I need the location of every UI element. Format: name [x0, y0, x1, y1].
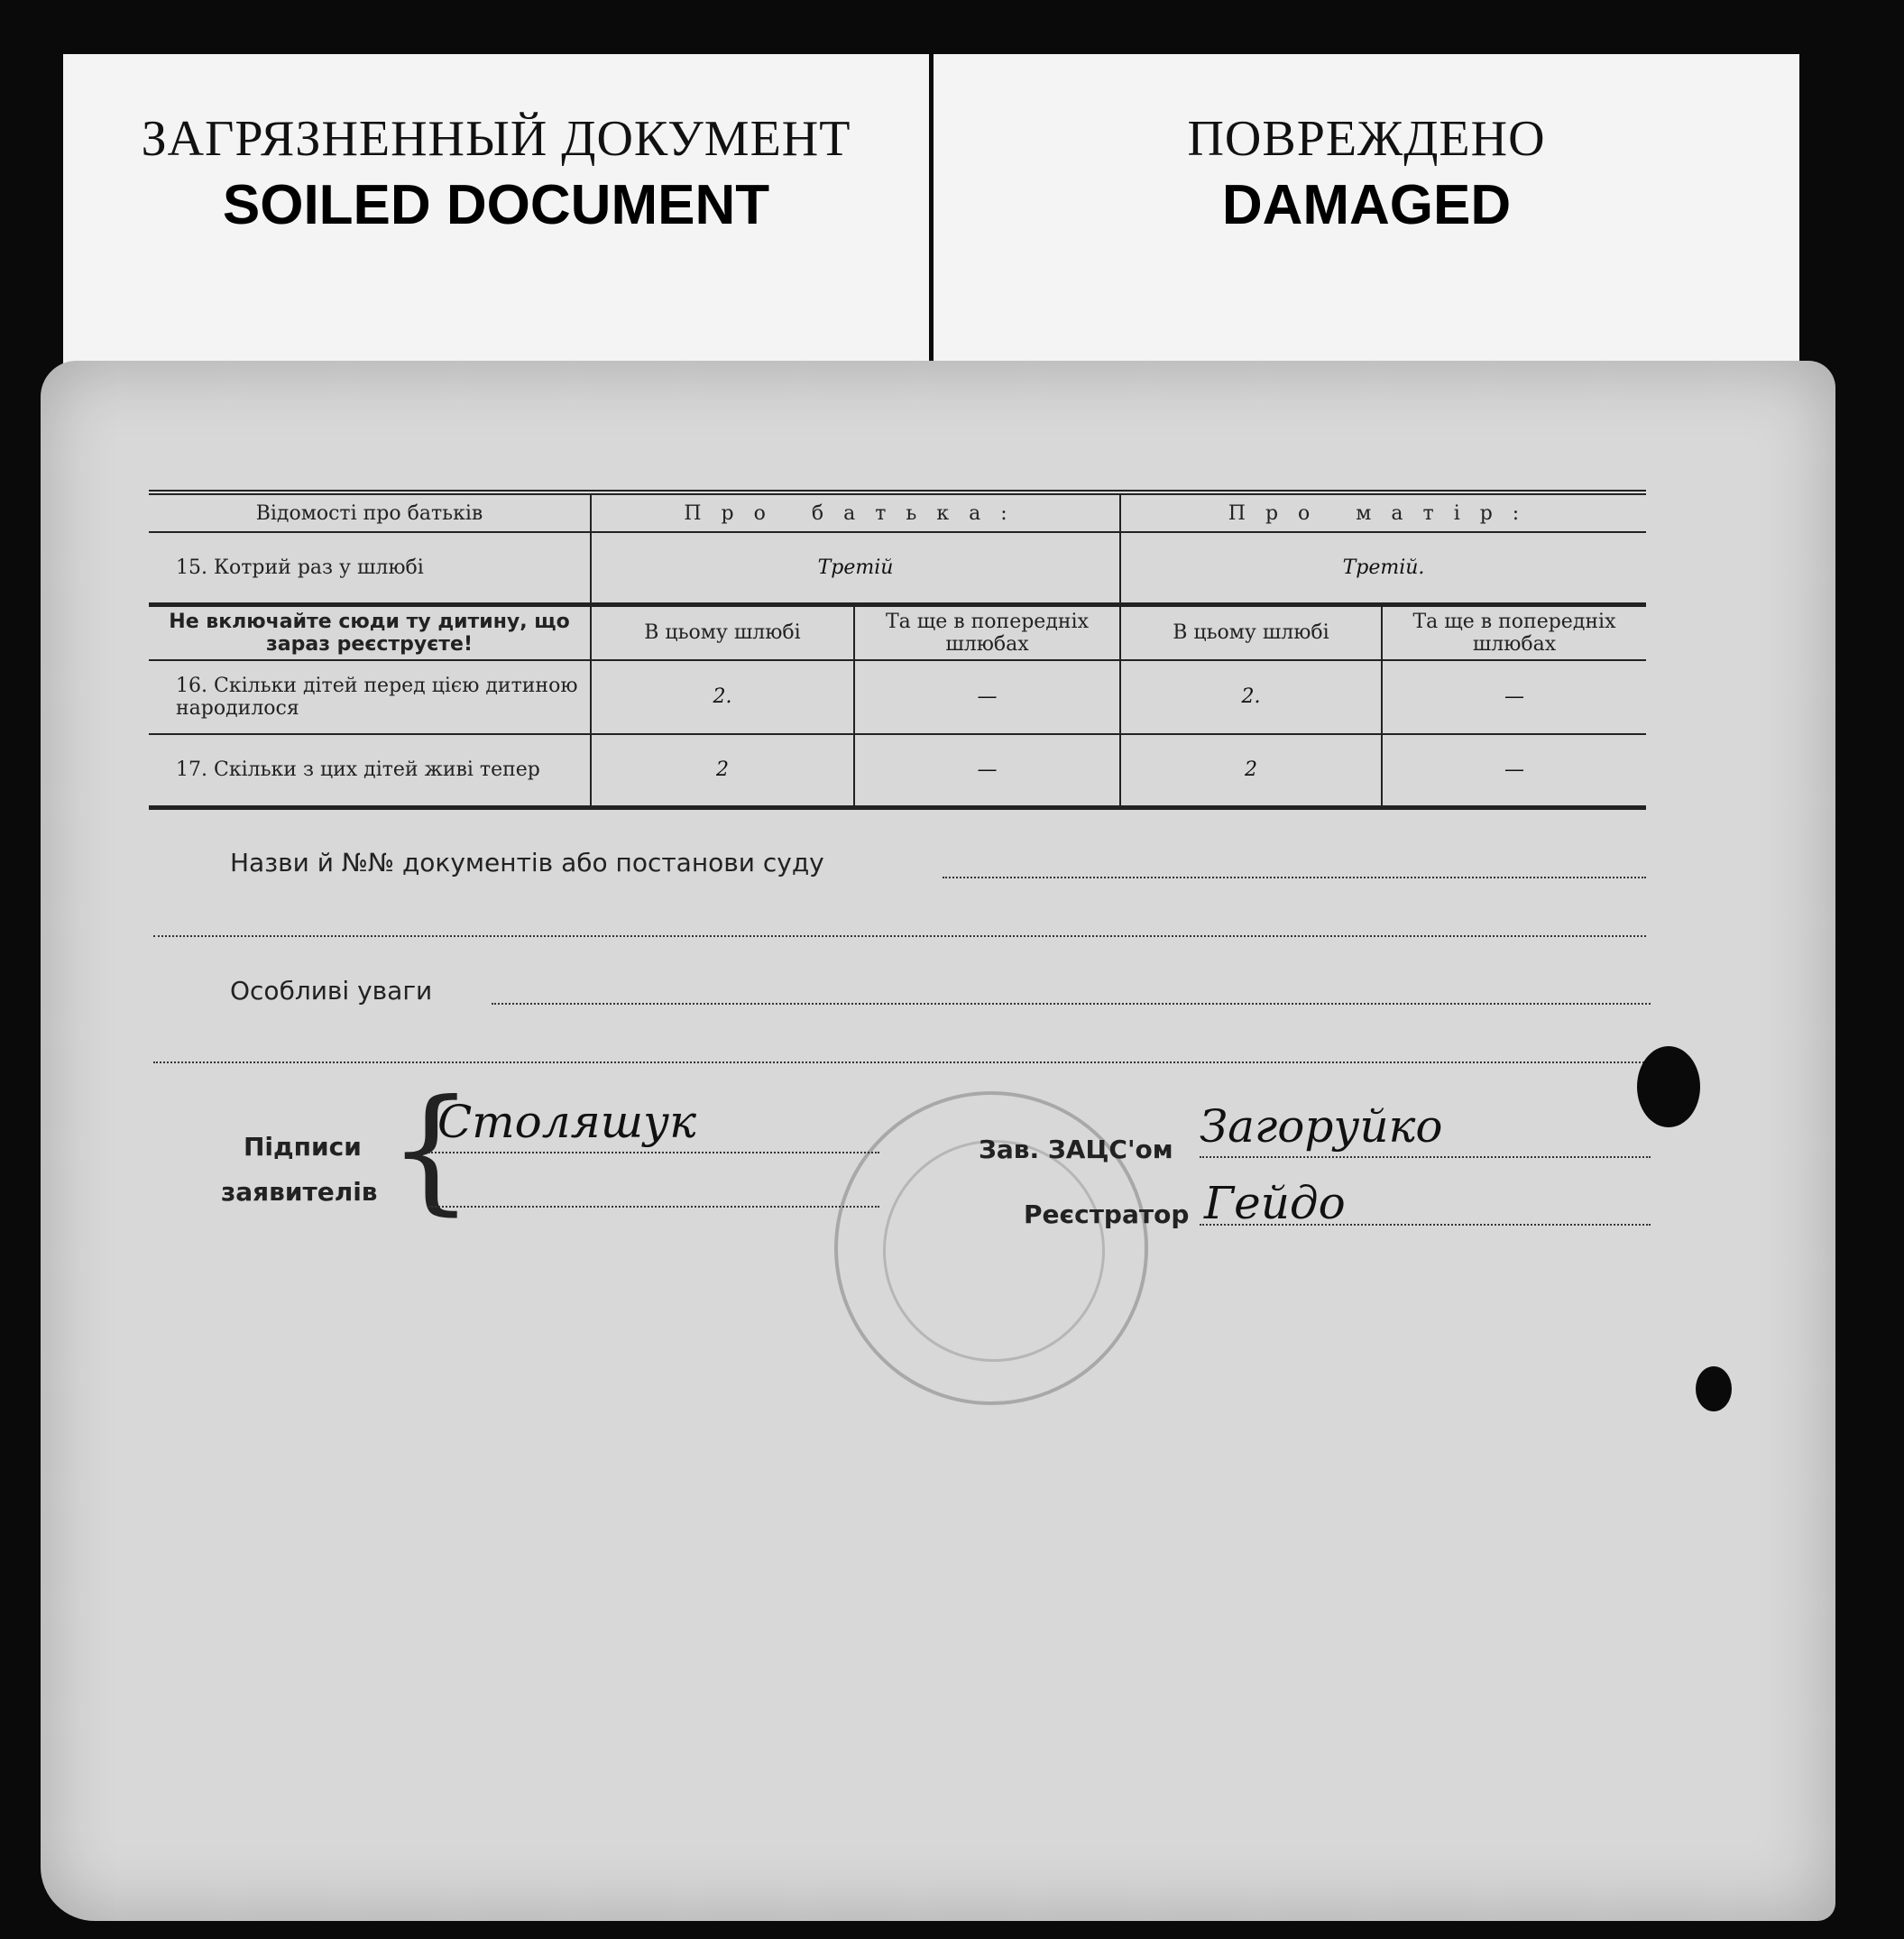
- soiled-label-en: SOILED DOCUMENT: [222, 174, 770, 236]
- documents-label: Назви й №№ документів або постанови суду: [230, 848, 824, 878]
- row17-father-this: 2: [591, 734, 854, 808]
- damage-hole: [1637, 1046, 1700, 1127]
- damage-hole: [1696, 1366, 1732, 1411]
- head-zags-label: Зав. ЗАЦС'ом: [979, 1135, 1173, 1164]
- table-row-15: [149, 532, 1646, 604]
- applicants-signature-label-2: заявителів: [221, 1177, 378, 1207]
- registrar-signature: Гейдо: [1204, 1177, 1346, 1229]
- parents-info-table: [149, 490, 1646, 810]
- registrar-label: Реєстратор: [1024, 1199, 1190, 1229]
- table-header-row: [149, 492, 1646, 532]
- row16-father-prev: —: [854, 660, 1120, 734]
- damaged-label-ru: ПОВРЕЖДЕНО: [1187, 111, 1546, 167]
- remarks-dotted-line: [492, 1001, 1651, 1005]
- remarks-dotted-line-2: [153, 1060, 1651, 1063]
- subheader-exclude-note: Не включайте сюди ту дитину, що зараз реєструєте!: [149, 604, 591, 660]
- signature-brace: {: [388, 1071, 474, 1228]
- documents-dotted-line-2: [153, 933, 1646, 937]
- head-zags-signature: Загоруйко: [1200, 1100, 1443, 1153]
- subheader-father-prev: Та ще в попередніх шлюбах: [854, 604, 1120, 660]
- document-sheet: [41, 361, 1835, 1921]
- soiled-document-label: [63, 54, 929, 388]
- row17-father-prev: —: [854, 734, 1120, 808]
- row17-label: 17. Скільки з цих дітей живі тепер: [149, 734, 591, 808]
- header-parents-info: Відомості про батьків: [149, 492, 591, 532]
- remarks-label: Особливі уваги: [230, 976, 433, 1006]
- registrar-signature-line: [1200, 1222, 1651, 1226]
- row15-label: 15. Котрий раз у шлюбі: [149, 532, 591, 604]
- applicants-signature-label-1: Підписи: [244, 1132, 362, 1162]
- row16-mother-this: 2.: [1120, 660, 1382, 734]
- head-signature-line: [1200, 1154, 1651, 1158]
- row16-father-this: 2.: [591, 660, 854, 734]
- table-row-16: [149, 660, 1646, 734]
- applicant-signature-line-2: [428, 1204, 879, 1208]
- header-mother: Про матір:: [1120, 492, 1646, 532]
- applicant-signature: Столяшук: [437, 1096, 696, 1148]
- documents-dotted-line: [943, 875, 1646, 878]
- applicant-signature-line-1: [428, 1150, 879, 1153]
- damaged-document-label: [934, 54, 1799, 388]
- row16-label: 16. Скільки дітей перед цією дитиною народилося: [149, 660, 591, 734]
- row17-mother-prev: —: [1382, 734, 1646, 808]
- soiled-label-ru: ЗАГРЯЗНЕННЫЙ ДОКУМЕНТ: [141, 111, 851, 167]
- row16-mother-prev: —: [1382, 660, 1646, 734]
- row15-mother-value: Третій.: [1120, 532, 1646, 604]
- stamp-inner-ring: [883, 1140, 1105, 1362]
- subheader-mother-this: В цьому шлюбі: [1120, 604, 1382, 660]
- row15-father-value: Третій: [591, 532, 1120, 604]
- subheader-father-this: В цьому шлюбі: [591, 604, 854, 660]
- row17-mother-this: 2: [1120, 734, 1382, 808]
- table-subheader-row: [149, 604, 1646, 660]
- subheader-mother-prev: Та ще в попередніх шлюбах: [1382, 604, 1646, 660]
- header-father: Про батька:: [591, 492, 1120, 532]
- table-row-17: [149, 734, 1646, 808]
- damaged-label-en: DAMAGED: [1221, 174, 1512, 236]
